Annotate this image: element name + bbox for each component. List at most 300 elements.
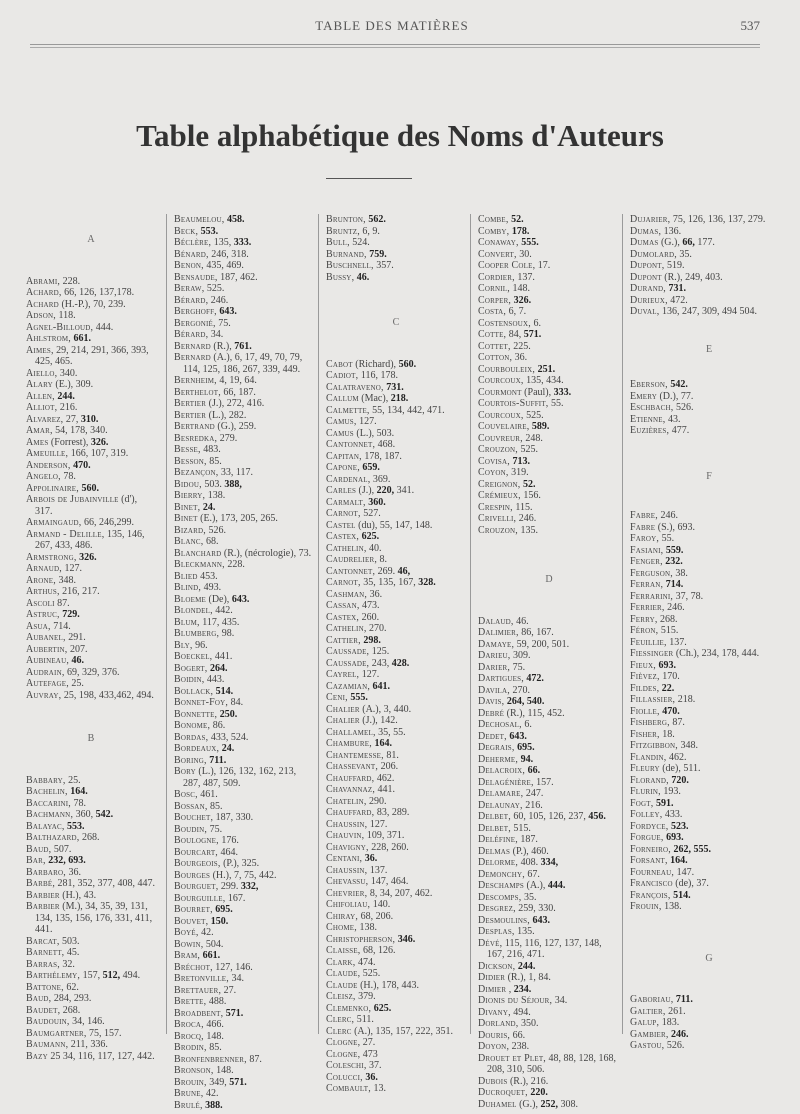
index-entry bbox=[174, 1019, 316, 1031]
page-refs-original: 643. bbox=[509, 730, 527, 742]
page-refs: 176. bbox=[218, 835, 239, 846]
author-name: Bouvet, bbox=[174, 915, 209, 927]
page-refs: 268. bbox=[657, 613, 678, 625]
index-entry bbox=[326, 704, 466, 716]
author-name: Castex, bbox=[326, 611, 360, 623]
page-refs: 45. bbox=[64, 947, 80, 958]
index-entry bbox=[630, 878, 788, 890]
index-entry bbox=[478, 490, 620, 502]
author-name: Bizard, bbox=[174, 524, 206, 536]
page-refs-original: 326. bbox=[79, 551, 97, 563]
page-refs-original: 52. bbox=[522, 478, 536, 490]
index-entry bbox=[478, 869, 620, 881]
index-entry bbox=[26, 970, 156, 982]
page-refs: 27. bbox=[360, 1037, 376, 1048]
index-entry bbox=[478, 650, 620, 662]
index-entry bbox=[326, 922, 466, 934]
index-entry bbox=[174, 824, 316, 836]
index-entry bbox=[174, 341, 316, 353]
page-refs: 473. bbox=[359, 600, 380, 611]
page-refs: 6, 9. bbox=[359, 225, 380, 237]
page-refs: 60, 105, 126, 237, bbox=[510, 811, 586, 822]
page-refs-original: 310. bbox=[80, 413, 99, 425]
index-entry bbox=[326, 474, 466, 486]
index-entry bbox=[326, 439, 466, 451]
author-name: Fieux, bbox=[630, 659, 656, 671]
index-entry bbox=[26, 425, 156, 437]
page-refs: 138. bbox=[356, 922, 377, 933]
page-refs-original: 542. bbox=[95, 809, 114, 820]
index-entry bbox=[478, 433, 620, 445]
page-refs-original: 661. bbox=[73, 333, 91, 344]
author-name: Cotton, bbox=[478, 352, 513, 363]
author-name: Coleschi, bbox=[326, 1060, 367, 1071]
page-refs: 238. bbox=[509, 1041, 530, 1052]
page-refs: 461. bbox=[197, 789, 218, 800]
index-entry bbox=[26, 310, 156, 322]
index-entry bbox=[630, 522, 788, 534]
author-name: Aubertin, bbox=[26, 643, 68, 655]
index-entry bbox=[478, 662, 620, 674]
index-entry bbox=[478, 972, 620, 984]
author-name: Drouet et Plet, bbox=[478, 1052, 546, 1064]
page-refs: 147. bbox=[674, 866, 695, 878]
index-entry bbox=[478, 306, 620, 318]
page-refs: 135, bbox=[211, 237, 232, 248]
index-entry bbox=[174, 214, 316, 226]
index-entry bbox=[630, 510, 788, 522]
page-refs: 87. bbox=[669, 717, 685, 728]
author-name: Binet bbox=[174, 513, 198, 524]
index-entry bbox=[326, 658, 466, 670]
page-refs-original: 346. bbox=[397, 933, 416, 945]
author-name: Demonchy, bbox=[478, 868, 525, 880]
page-refs-original: 693. bbox=[666, 832, 684, 843]
author-name: Carnot, bbox=[326, 577, 361, 588]
index-entry bbox=[174, 467, 316, 479]
author-name: Ducroquet, bbox=[478, 1087, 528, 1098]
index-entry bbox=[326, 520, 466, 532]
author-name: Broadbent, bbox=[174, 1007, 224, 1019]
page-refs-original: 560. bbox=[398, 358, 417, 370]
index-entry bbox=[26, 368, 156, 380]
index-entry bbox=[326, 1003, 466, 1015]
index-entry bbox=[630, 671, 788, 683]
index-entry bbox=[174, 847, 316, 859]
index-entry bbox=[174, 858, 316, 870]
index-entry bbox=[478, 627, 620, 639]
author-name: Fabre bbox=[630, 521, 656, 533]
page-refs: (L.), 503. bbox=[353, 427, 395, 439]
page-refs: 270. bbox=[510, 684, 530, 696]
index-entry bbox=[26, 552, 156, 564]
index-entry bbox=[630, 402, 788, 414]
page-refs: (H.-P.), 70, 239. bbox=[58, 298, 126, 310]
index-entry bbox=[326, 428, 466, 440]
author-name: Barcat, bbox=[26, 935, 60, 947]
author-name: Cleisz, bbox=[326, 991, 356, 1002]
author-name: Bollack, bbox=[174, 685, 214, 697]
author-name: Béclère, bbox=[174, 237, 212, 248]
page-refs: 183. bbox=[659, 1017, 680, 1028]
index-entry bbox=[326, 784, 466, 796]
index-entry bbox=[478, 421, 620, 433]
index-entry bbox=[174, 789, 316, 801]
author-name: Delbet, bbox=[478, 822, 511, 834]
page-refs: 17. bbox=[535, 260, 551, 271]
page-refs: 284, 293. bbox=[51, 993, 92, 1004]
author-name: Delmas bbox=[478, 845, 511, 857]
author-name: Francisco bbox=[630, 878, 673, 889]
index-entry bbox=[26, 809, 156, 821]
page-refs-original: 514. bbox=[215, 685, 234, 697]
page-refs: 36. bbox=[512, 352, 528, 363]
page-refs: 43. bbox=[665, 413, 681, 425]
page-refs: 81. bbox=[383, 749, 399, 761]
index-entry bbox=[630, 867, 788, 879]
page-refs: (G.), bbox=[516, 1098, 538, 1110]
index-entry bbox=[26, 667, 156, 679]
page-refs: (R.), 249, 403. bbox=[661, 271, 723, 283]
page-refs: 170. bbox=[659, 671, 680, 682]
page-refs-original: 36. bbox=[364, 853, 378, 864]
page-refs: 68, 206. bbox=[358, 910, 394, 922]
author-name: Bourgeois, bbox=[174, 858, 221, 869]
page-refs: 66, 246,299. bbox=[81, 517, 134, 528]
page-refs: 55. bbox=[548, 398, 564, 409]
page-refs: 27, bbox=[63, 413, 79, 425]
index-entry bbox=[326, 830, 466, 842]
index-entry bbox=[174, 456, 316, 468]
page-refs-original: 693. bbox=[658, 659, 676, 671]
index-entry bbox=[630, 214, 788, 226]
index-entry bbox=[478, 375, 620, 387]
page-refs: 35, 135, 167, bbox=[360, 577, 416, 588]
page-refs: 441. bbox=[212, 651, 233, 662]
page-refs: 225. bbox=[510, 340, 531, 352]
page-refs-original: 360. bbox=[368, 496, 386, 508]
page-refs: 36. bbox=[367, 588, 383, 600]
author-name: Fisher, bbox=[630, 728, 660, 740]
page-refs-original: 234. bbox=[513, 983, 532, 995]
page-refs: 115. bbox=[512, 501, 533, 513]
author-name: Durand, bbox=[630, 283, 667, 294]
author-name: Fourneau, bbox=[630, 866, 675, 878]
author-name: Courmont bbox=[478, 386, 522, 398]
author-name: Chalier bbox=[326, 715, 360, 726]
page-refs-original: 178. bbox=[511, 225, 530, 237]
index-entry bbox=[174, 950, 316, 962]
author-name: Babbary, bbox=[26, 774, 66, 786]
index-entry bbox=[174, 237, 316, 249]
page-refs: 135, 434. bbox=[523, 375, 564, 386]
index-entry bbox=[26, 598, 156, 610]
page-refs: 6, 7. bbox=[506, 306, 527, 317]
author-name: Dujarier, bbox=[630, 214, 671, 225]
page-refs-original: 514. bbox=[673, 889, 691, 901]
index-entry bbox=[630, 809, 788, 821]
page-refs: 527. bbox=[360, 508, 381, 519]
page-refs: 148. bbox=[203, 1030, 224, 1042]
author-name: Bussy, bbox=[326, 271, 355, 283]
index-entry bbox=[478, 1099, 620, 1111]
author-name: Barthélemy, bbox=[26, 970, 81, 981]
page-refs: 62. bbox=[63, 981, 79, 993]
page-refs-original: 220, bbox=[376, 485, 395, 496]
index-entry bbox=[326, 405, 466, 417]
author-name: Duval, bbox=[630, 306, 660, 317]
index-entry bbox=[326, 980, 466, 992]
index-entry bbox=[26, 414, 156, 426]
index-entry bbox=[26, 379, 156, 391]
header-rule-secondary bbox=[30, 47, 760, 48]
author-name: Cattier, bbox=[326, 634, 361, 646]
author-name: Courcoux, bbox=[478, 375, 524, 386]
index-entry bbox=[478, 984, 620, 996]
author-name: Covisa, bbox=[478, 455, 510, 467]
page-refs: 435, 469. bbox=[203, 260, 244, 271]
author-name: Florand, bbox=[630, 774, 669, 786]
index-entry bbox=[174, 755, 316, 767]
page-refs: 66, 126, 137,178. bbox=[61, 287, 135, 298]
index-entry bbox=[26, 517, 156, 529]
index-entry bbox=[326, 1049, 466, 1061]
author-name: Balayac, bbox=[26, 820, 65, 832]
page-refs-original: 731. bbox=[668, 283, 687, 294]
page-refs: 340. bbox=[57, 367, 78, 379]
page-refs: (M.), 34, 35, 39, 131, 134, 135, 156, 176, 331, 411, 441. bbox=[35, 901, 153, 935]
page-refs: 279. bbox=[217, 432, 238, 444]
author-name: Crouzon, bbox=[478, 524, 518, 536]
index-entry bbox=[174, 1088, 316, 1100]
index-entry bbox=[174, 812, 316, 824]
page-refs-original: 470. bbox=[73, 459, 91, 471]
author-name: Clark, bbox=[326, 956, 356, 968]
page-refs: 8, 34, 207, 462. bbox=[367, 887, 433, 899]
page-refs-original: 334, bbox=[540, 857, 559, 868]
index-entry bbox=[174, 766, 316, 789]
author-name: Bronson, bbox=[174, 1065, 214, 1076]
author-name: Arbois de Jubainville bbox=[26, 494, 119, 505]
index-entry bbox=[478, 685, 620, 697]
page-refs: 433. bbox=[662, 809, 683, 820]
page-refs: (L.), 126, 132, 162, 213, 287, 487, 509. bbox=[183, 766, 297, 789]
index-entry bbox=[478, 410, 620, 422]
author-name: Baumgartner, bbox=[26, 1027, 87, 1039]
author-name: Armstrong, bbox=[26, 551, 77, 563]
author-name: Delaunay, bbox=[478, 799, 523, 811]
index-entry bbox=[174, 421, 316, 433]
author-name: Bierry, bbox=[174, 490, 206, 501]
author-name: Blondel, bbox=[174, 605, 213, 616]
index-entry bbox=[326, 1037, 466, 1049]
author-name: Fabre, bbox=[630, 510, 658, 521]
page-refs: , bbox=[506, 983, 512, 995]
author-name: Bonome, bbox=[174, 720, 211, 731]
page-refs-original: 512, bbox=[102, 970, 121, 981]
author-name: Allen, bbox=[26, 390, 55, 402]
index-entry bbox=[478, 1018, 620, 1030]
author-name: Bertier bbox=[174, 398, 207, 409]
index-entry bbox=[174, 709, 316, 721]
author-name: François, bbox=[630, 889, 671, 901]
index-entry bbox=[326, 577, 466, 589]
page-refs: 268. bbox=[60, 1004, 81, 1016]
author-name: Brouin, bbox=[174, 1076, 207, 1088]
index-entry bbox=[630, 579, 788, 591]
author-name: Carles bbox=[326, 485, 357, 496]
author-name: Beck, bbox=[174, 225, 199, 237]
spacer bbox=[630, 318, 788, 344]
author-name: Boulogne, bbox=[174, 835, 219, 846]
author-name: Chatelin, bbox=[326, 795, 367, 807]
index-entry bbox=[174, 686, 316, 698]
author-name: Auvray, bbox=[26, 689, 62, 701]
index-entry bbox=[26, 959, 156, 971]
author-name: Chauffard, bbox=[326, 772, 375, 784]
index-entry bbox=[326, 750, 466, 762]
index-entry bbox=[326, 957, 466, 969]
author-name: Convert, bbox=[478, 248, 517, 260]
section-letter: D bbox=[545, 574, 553, 585]
page-refs-original: 24. bbox=[221, 743, 235, 754]
index-entry bbox=[326, 865, 466, 877]
page-refs: 35, 55. bbox=[375, 726, 406, 738]
page-refs: 36. bbox=[65, 866, 81, 878]
page-refs-original: 555. bbox=[350, 692, 368, 703]
page-refs: (A.), 3, 440. bbox=[359, 703, 412, 715]
page-refs: 42. bbox=[203, 1088, 219, 1099]
page-refs: 483. bbox=[200, 444, 221, 455]
index-entry bbox=[630, 683, 788, 695]
index-entry bbox=[26, 287, 156, 299]
page-refs: 503. bbox=[201, 478, 222, 490]
page-refs: 34. bbox=[229, 973, 244, 984]
page-refs: 85. bbox=[206, 455, 222, 467]
page-refs-original: 264, 540. bbox=[506, 696, 545, 707]
index-entry bbox=[478, 754, 620, 766]
page-refs: 228, 260. bbox=[368, 841, 409, 853]
index-entry bbox=[326, 214, 466, 226]
index-entry bbox=[326, 272, 466, 284]
page-refs: 187, 462. bbox=[217, 271, 258, 283]
author-name: Aubineau, bbox=[26, 655, 70, 666]
page-refs: 135. bbox=[514, 926, 535, 937]
author-index bbox=[26, 214, 782, 1111]
page-refs: 494. bbox=[120, 970, 141, 981]
section-letter: F bbox=[706, 470, 712, 482]
page-refs-original: 333. bbox=[233, 237, 252, 248]
author-name: Bossan, bbox=[174, 800, 208, 812]
index-entry bbox=[26, 844, 156, 856]
page-refs: 27. bbox=[221, 984, 237, 996]
index-entry bbox=[174, 329, 316, 341]
page-refs: 246. bbox=[657, 510, 678, 521]
index-entry bbox=[326, 968, 466, 980]
page-refs: 468. bbox=[375, 439, 396, 450]
page-refs: 125. bbox=[369, 646, 390, 657]
index-entry bbox=[174, 697, 316, 709]
author-name: Fenger, bbox=[630, 556, 663, 567]
author-name: Divany, bbox=[478, 1006, 511, 1018]
page-refs: 261. bbox=[665, 1005, 686, 1017]
author-name: Challamel, bbox=[326, 726, 376, 738]
index-entry bbox=[326, 531, 466, 543]
index-entry bbox=[630, 260, 788, 272]
index-entry bbox=[326, 681, 466, 693]
index-entry bbox=[26, 471, 156, 483]
index-entry bbox=[26, 494, 156, 517]
author-name: Barras, bbox=[26, 958, 60, 970]
author-name: Ferry, bbox=[630, 613, 658, 625]
index-entry bbox=[478, 283, 620, 295]
author-name: Ferrarini, bbox=[630, 590, 674, 602]
index-entry bbox=[174, 835, 316, 847]
author-name: Douris, bbox=[478, 1029, 511, 1041]
author-name: Carmalt, bbox=[326, 496, 366, 508]
page-refs: 136. bbox=[661, 225, 682, 237]
author-name: Barbier bbox=[26, 889, 60, 901]
author-name: Besson, bbox=[174, 455, 207, 467]
index-entry bbox=[326, 945, 466, 957]
index-entry bbox=[630, 556, 788, 568]
page-refs-original: 444. bbox=[547, 880, 566, 891]
index-entry bbox=[326, 600, 466, 612]
page-refs: 37. bbox=[366, 1060, 382, 1071]
page-refs: (D.), 77. bbox=[656, 390, 694, 402]
index-entry bbox=[326, 508, 466, 520]
author-name: Delorme, bbox=[478, 857, 519, 868]
author-name: Bly, bbox=[174, 639, 193, 651]
spacer bbox=[630, 482, 788, 510]
author-name: Baud, bbox=[26, 993, 52, 1004]
author-name: Aimes, bbox=[26, 344, 54, 356]
author-name: Clogne, bbox=[326, 1037, 361, 1048]
author-name: Cantonnet, bbox=[326, 439, 376, 450]
page-refs: 248. bbox=[522, 432, 543, 444]
page-refs: 453. bbox=[197, 570, 218, 582]
author-name: Bazy bbox=[26, 1050, 48, 1062]
author-name: Dumolard, bbox=[630, 248, 677, 260]
index-entry bbox=[478, 915, 620, 927]
author-name: Autefage, bbox=[26, 678, 69, 689]
index-entry bbox=[326, 888, 466, 900]
author-name: Galup, bbox=[630, 1017, 660, 1028]
index-entry bbox=[478, 387, 620, 399]
author-name: Barbaro, bbox=[26, 866, 66, 878]
page-refs: 55. bbox=[659, 533, 675, 544]
page-refs: 379. bbox=[355, 991, 376, 1002]
author-name: Bourges bbox=[174, 869, 211, 881]
author-name: Chevrier, bbox=[326, 887, 368, 899]
index-entry bbox=[630, 763, 788, 775]
spacer bbox=[26, 246, 156, 276]
page-refs-original: 759. bbox=[369, 248, 387, 260]
index-entry bbox=[26, 609, 156, 621]
author-name: Alliot, bbox=[26, 402, 58, 413]
index-entry bbox=[174, 571, 316, 583]
index-entry bbox=[26, 982, 156, 994]
author-name: Fordyce, bbox=[630, 820, 669, 832]
page-refs: 156. bbox=[520, 490, 541, 501]
index-entry bbox=[26, 901, 156, 936]
page-refs-original: 52. bbox=[511, 214, 524, 225]
title-underline bbox=[326, 178, 412, 179]
author-name: Clemenko, bbox=[326, 1002, 372, 1014]
author-name: Dionis du Séjour, bbox=[478, 995, 553, 1006]
index-entry bbox=[174, 352, 316, 375]
author-name: Brocq, bbox=[174, 1030, 204, 1042]
